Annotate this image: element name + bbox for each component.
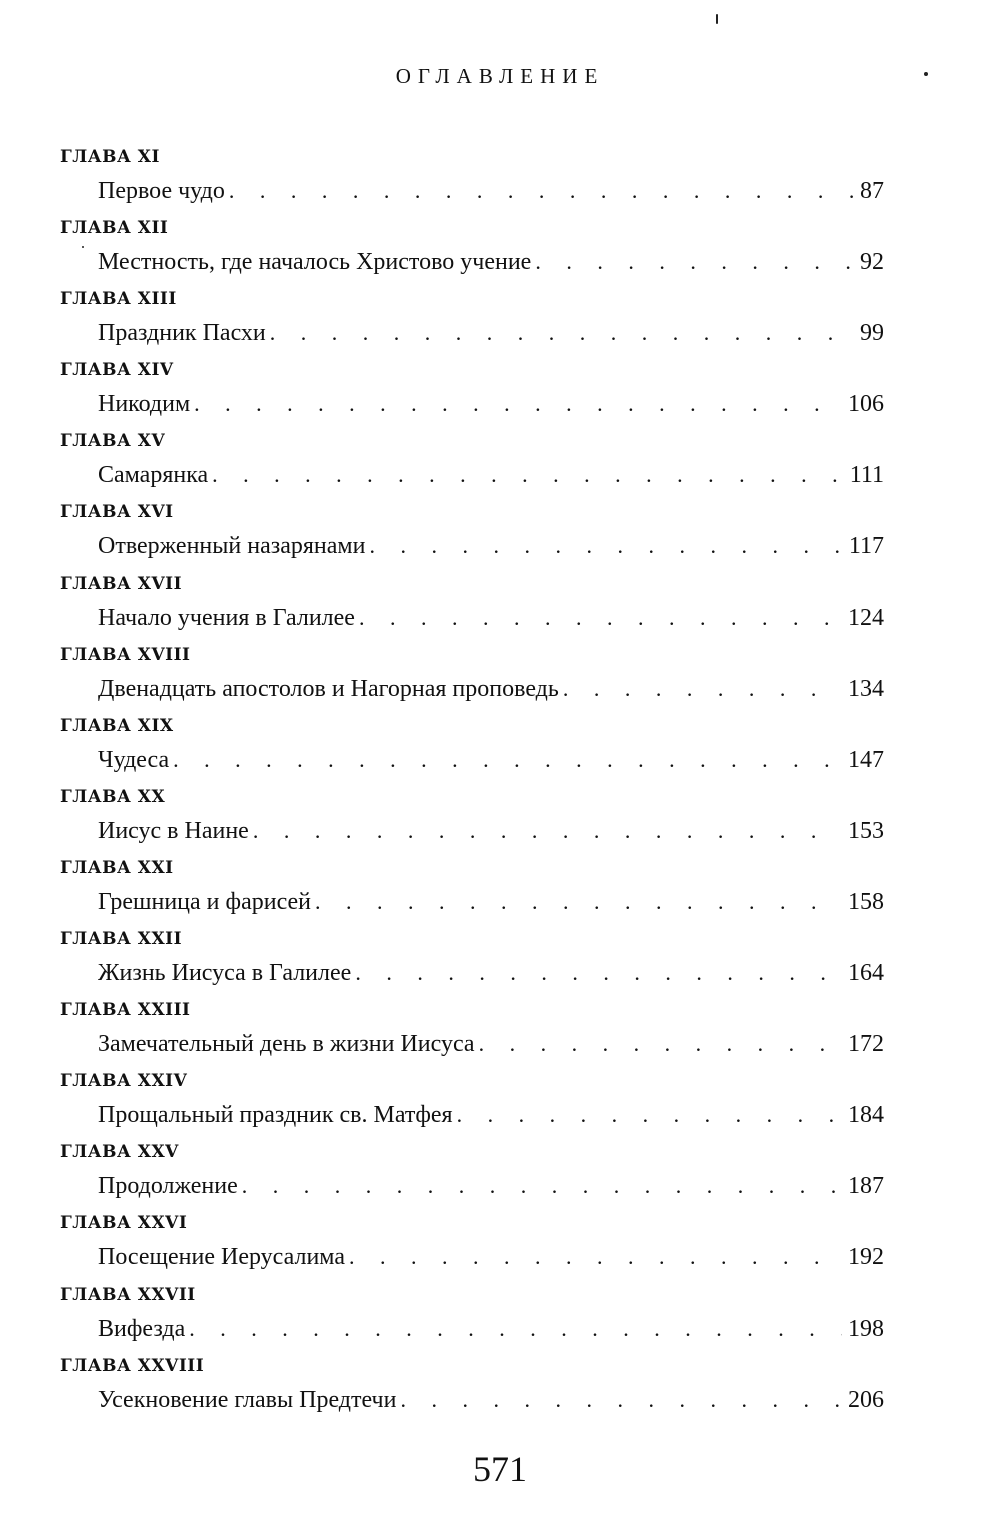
toc-entry [0,359,1000,430]
chapter-heading: ГЛАВА XXV [60,1142,179,1163]
dot-leader [400,1383,842,1417]
page-ref: 87 [860,178,884,204]
chapter-title: Грешница и фарисей [98,888,312,915]
chapter-title: Первое чудо [98,178,225,204]
chapter-heading: ГЛАВА XVII [60,573,183,594]
dot-leader [359,601,842,635]
toc-entry [0,715,1000,786]
dot-leader [349,1240,842,1274]
chapter-title: Иисус в Наине [98,817,249,844]
chapter-title: Посещение Иерусалима [98,1244,345,1271]
chapter-heading: ГЛАВА XIV [60,360,174,381]
dot-leader [194,387,842,421]
toc-entry [0,1212,1000,1283]
chapter-title: Замечательный день в жизни Иисуса [98,1031,475,1058]
page-ref: 147 [848,746,884,773]
dot-leader [315,885,842,919]
page-ref: 158 [848,888,884,915]
page-ref: 117 [848,533,884,560]
chapter-title: Отверженный назарянами [98,533,366,560]
chapter-heading: ГЛАВА XXVIII [60,1355,205,1376]
chapter-heading: ГЛАВА XVI [60,502,174,523]
page-ref: 99 [860,320,884,347]
chapter-heading: ГЛАВА XIX [60,715,174,736]
toc-entry [0,1141,1000,1212]
toc-line [98,1169,884,1203]
page-ref: 106 [848,391,884,418]
toc-line [98,672,884,706]
page-ref: 187 [848,1173,884,1200]
toc-entry [0,573,1000,644]
chapter-heading: ГЛАВА XXI [60,857,174,878]
dot-leader [535,245,854,279]
chapter-title: Начало учения в Галилее [98,604,355,631]
toc-line [98,529,884,563]
dot-leader [270,316,854,350]
chapter-title: Усекновение главы Предтечи [98,1386,397,1413]
chapter-title: Жизнь Иисуса в Галилее [98,960,352,987]
page-ref: 192 [848,1244,884,1271]
toc-line [98,1240,884,1274]
chapter-heading: ГЛАВА XXVII [60,1284,196,1305]
toc-entry [0,1070,1000,1141]
dot-leader [189,1312,842,1346]
toc-line [98,601,884,635]
dot-leader [253,814,842,848]
chapter-title: Продолжение [98,1173,238,1200]
toc-line [98,1312,884,1346]
toc-line [98,743,884,777]
page-ref: 92 [860,249,884,276]
page-ref: 184 [848,1102,884,1129]
toc-entry [0,644,1000,715]
chapter-title: Праздник Пасхи [98,320,266,347]
page-ref: 134 [848,675,884,702]
page-ref: 153 [848,817,884,844]
table-of-contents [0,146,1000,1426]
toc-line [98,1383,884,1417]
chapter-heading: ГЛАВА XXIII [60,1000,191,1021]
toc-entry [0,857,1000,928]
toc-line [98,814,884,848]
page-ref: 164 [848,960,884,987]
dot-leader [229,174,854,208]
toc-line [98,387,884,421]
toc-entry [0,288,1000,359]
toc-entry [0,1355,1000,1426]
page-ref: 111 [849,462,884,489]
page-title: ОГЛАВЛЕНИЕ [395,64,605,88]
dot-leader [479,1027,842,1061]
toc-entry [0,146,1000,217]
toc-line [98,316,884,350]
dot-leader [212,458,844,492]
scan-speck [716,14,718,24]
toc-line [98,1098,884,1132]
toc-line [98,245,884,279]
chapter-title: Самарянка [98,462,209,489]
chapter-heading: ГЛАВА XXVI [60,1213,188,1234]
chapter-heading: ГЛАВА XI [60,147,160,167]
chapter-heading: ГЛАВА XV [60,431,166,452]
dot-leader [563,672,842,706]
toc-line [98,1027,884,1061]
toc-line [98,174,884,208]
dot-leader [457,1098,842,1132]
toc-entry [0,217,1000,288]
page-ref: 124 [848,604,884,631]
toc-line [98,956,884,990]
toc-entry [0,430,1000,501]
chapter-title: Местность, где началось Христово учение [98,249,532,276]
chapter-title: Вифезда [98,1315,186,1342]
page-ref: 198 [848,1315,884,1342]
toc-line [98,885,884,919]
page-number: 571 [473,1449,527,1489]
chapter-heading: ГЛАВА XX [60,786,166,807]
chapter-title: Прощальный праздник св. Матфея [98,1102,453,1129]
chapter-heading: ГЛАВА XVIII [60,644,191,665]
chapter-title: Чудеса [98,746,170,773]
scan-speck [82,246,84,248]
toc-entry [0,1284,1000,1355]
dot-leader [355,956,842,990]
page-ref: 206 [848,1386,884,1413]
toc-entry [0,786,1000,857]
toc-entry [0,999,1000,1070]
toc-entry [0,501,1000,572]
dot-leader [242,1169,842,1203]
chapter-title: Никодим [98,391,191,418]
chapter-heading: ГЛАВА XIII [60,289,177,310]
chapter-heading: ГЛАВА XXII [60,929,183,950]
chapter-heading: ГЛАВА XII [60,218,169,239]
chapter-title: Двенадцать апостолов и Нагорная проповедь [98,675,559,702]
toc-line [98,458,884,492]
toc-entry [0,928,1000,999]
scan-speck [924,72,928,76]
dot-leader [173,743,842,777]
chapter-heading: ГЛАВА XXIV [60,1071,188,1092]
page-ref: 172 [848,1031,884,1058]
dot-leader [369,529,842,563]
